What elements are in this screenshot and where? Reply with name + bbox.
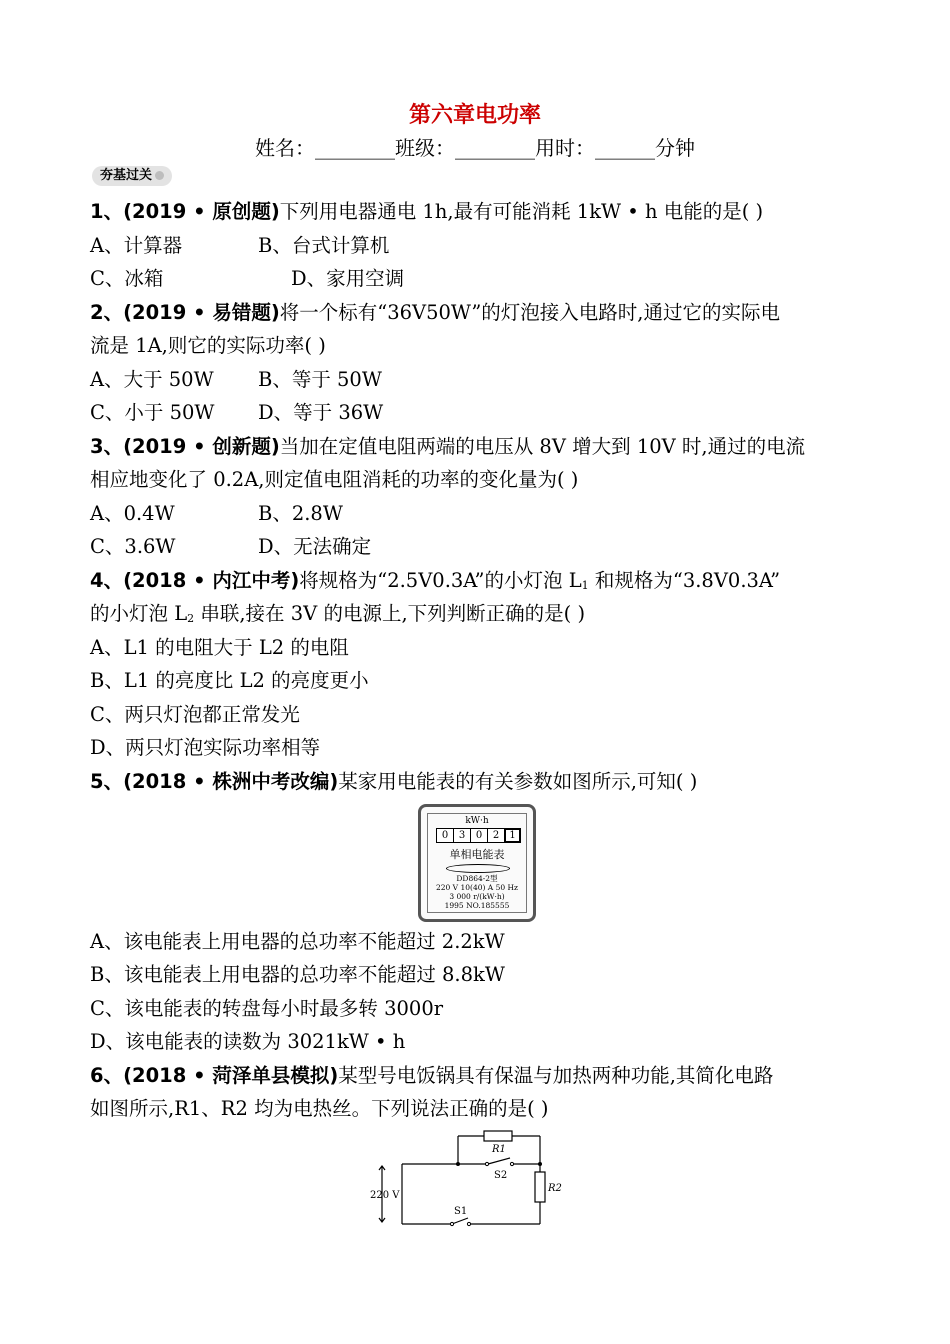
- question-number: 4: [90, 569, 104, 592]
- switch-contact-icon: [467, 1222, 470, 1225]
- option-d: D、家用空调: [291, 267, 405, 290]
- r1-label: R1: [492, 1144, 506, 1155]
- option-b: B、2.8W: [258, 502, 343, 525]
- question-source: (2019 • 易错题): [123, 301, 280, 324]
- question-4: 4、(2018 • 内江中考)将规格为“2.5V0.3A”的小灯泡 $L_1$ 和规格为“3.8V0.3A”: [90, 569, 781, 592]
- meter-spec: 220 V 10(40) A 50 Hz: [435, 883, 519, 892]
- meter-digit-decimal: 1: [504, 828, 521, 843]
- option-d: D、无法确定: [258, 535, 372, 558]
- option-d: D、等于 36W: [258, 401, 384, 424]
- option-b: B、L1 的亮度比 L2 的亮度更小: [90, 669, 369, 692]
- question-1: 1、(2019 • 原创题)下列用电器通电 1h,最有可能消耗 1kW • h 电能的是( ): [90, 200, 764, 223]
- meter-digit: 2: [487, 828, 505, 843]
- resistor-r1-icon: [484, 1131, 512, 1141]
- option-c: C、冰箱: [90, 267, 164, 290]
- question-text: 下列用电器通电 1h,最有可能消耗 1kW • h 电能的是( ): [279, 200, 764, 223]
- switch-s2-icon: [488, 1158, 510, 1164]
- question-2-line-2: 流是 1A,则它的实际功率( ): [90, 334, 326, 357]
- question-text: 的小灯泡 L: [90, 602, 188, 625]
- option-c: C、3.6W: [90, 535, 176, 558]
- option-c: C、该电能表的转盘每小时最多转 3000r: [90, 997, 444, 1020]
- option-c: C、小于 50W: [90, 401, 215, 424]
- s1-label: S1: [454, 1206, 468, 1217]
- meter-spec: DD864-2型: [456, 874, 498, 883]
- question-6: 6、(2018 • 菏泽单县模拟)某型号电饭锅具有保温与加热两种功能,其简化电路: [90, 1064, 774, 1087]
- question-text: 某型号电饭锅具有保温与加热两种功能,其简化电路: [338, 1064, 774, 1087]
- meter-name: 单相电能表: [449, 848, 505, 861]
- question-text: 将规格为“2.5V0.3A”的小灯泡 L: [299, 569, 582, 592]
- question-number: 1: [90, 200, 104, 223]
- voltage-label: 220 V: [370, 1190, 400, 1201]
- option-a: A、0.4W: [90, 502, 175, 525]
- name-class-time-line: 姓名：________班级：________用时：______分钟: [255, 136, 695, 160]
- badge-label: 夯基过关: [100, 168, 153, 183]
- meter-digit: 3: [453, 828, 471, 843]
- option-d: D、两只灯泡实际功率相等: [90, 736, 321, 759]
- question-source: (2018 • 菏泽单县模拟): [123, 1064, 339, 1087]
- section-badge: [92, 166, 172, 186]
- question-5: 5、(2018 • 株洲中考改编)某家用电能表的有关参数如图所示,可知( ): [90, 770, 698, 793]
- question-3: 3、(2019 • 创新题)当加在定值电阻两端的电压从 8V 增大到 10V 时,通过的电流: [90, 435, 806, 458]
- question-2: 2、(2019 • 易错题)将一个标有“36V50W”的灯泡接入电路时,通过它的实际电: [90, 301, 780, 324]
- energy-meter-figure: [418, 804, 536, 922]
- option-a: A、该电能表上用电器的总功率不能超过 2.2kW: [90, 930, 505, 953]
- option-a: A、L1 的电阻大于 L2 的电阻: [90, 636, 349, 659]
- option-b: B、台式计算机: [258, 234, 390, 257]
- page-title: 第六章电功率: [408, 103, 541, 128]
- subscript: 1: [581, 579, 589, 592]
- question-source: (2019 • 原创题): [123, 200, 280, 223]
- question-text-cont: 串联,接在 3V 的电源上,下列判断正确的是( ): [194, 602, 586, 625]
- meter-digit: 0: [436, 828, 454, 843]
- option-b: B、等于 50W: [258, 368, 382, 391]
- question-6-line-2: 如图所示,R1、R2 均为电热丝。下列说法正确的是( ): [90, 1097, 549, 1120]
- question-number: 3: [90, 435, 104, 458]
- question-source: (2018 • 内江中考): [123, 569, 300, 592]
- r2-label: R2: [548, 1183, 562, 1194]
- rice-cooker-circuit-figure: [370, 1128, 570, 1238]
- junction-dot: [456, 1162, 460, 1166]
- question-3-line-2: 相应地变化了 0.2A,则定值电阻消耗的功率的变化量为( ): [90, 468, 579, 491]
- option-d: D、该电能表的读数为 3021kW • h: [90, 1030, 406, 1053]
- switch-contact-icon: [485, 1162, 488, 1165]
- meter-digits: [436, 828, 520, 843]
- switch-contact-icon: [450, 1222, 453, 1225]
- s2-label: S2: [494, 1170, 508, 1181]
- question-number: 2: [90, 301, 104, 324]
- question-text: 某家用电能表的有关参数如图所示,可知( ): [338, 770, 698, 793]
- question-text: 将一个标有“36V50W”的灯泡接入电路时,通过它的实际电: [279, 301, 780, 324]
- meter-spec: 1995 NO.185555: [444, 901, 510, 910]
- question-source: (2019 • 创新题): [123, 435, 280, 458]
- resistor-r2-icon: [535, 1172, 545, 1202]
- question-number: 6: [90, 1064, 104, 1087]
- option-a: A、大于 50W: [90, 368, 214, 391]
- question-text-cont: 和规格为“3.8V0.3A”: [588, 569, 781, 592]
- badge-dot-icon: [155, 171, 164, 180]
- question-text: 当加在定值电阻两端的电压从 8V 增大到 10V 时,通过的电流: [279, 435, 806, 458]
- meter-unit: kW·h: [465, 816, 489, 826]
- switch-contact-icon: [510, 1162, 513, 1165]
- question-source: (2018 • 株洲中考改编): [123, 770, 339, 793]
- meter-dial-icon: [446, 864, 510, 873]
- question-number: 5: [90, 770, 104, 793]
- option-b: B、该电能表上用电器的总功率不能超过 8.8kW: [90, 963, 505, 986]
- junction-dot: [538, 1162, 542, 1166]
- question-4-line-2: [90, 599, 870, 634]
- option-a: A、计算器: [90, 234, 183, 257]
- switch-s1-icon: [452, 1218, 468, 1224]
- subscript: 2: [187, 612, 195, 625]
- meter-digit: 0: [470, 828, 488, 843]
- option-c: C、两只灯泡都正常发光: [90, 703, 300, 726]
- meter-spec: 3 000 r/(kW·h): [449, 892, 505, 901]
